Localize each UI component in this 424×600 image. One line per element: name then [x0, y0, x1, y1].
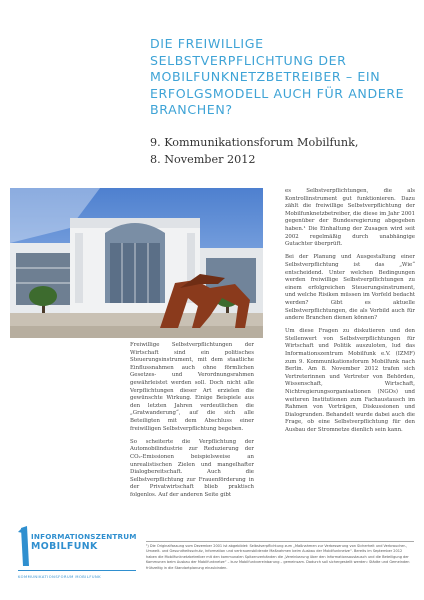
- izmf-logo: [18, 523, 138, 583]
- logo-tagline: KOMMUNIKATIONSFORUM MOBILFUNK: [18, 575, 102, 579]
- signal-tower-icon: [18, 526, 32, 566]
- building-sculpture-illustration: [10, 188, 263, 338]
- logo-wordmark-bottom: MOBILFUNK: [31, 541, 98, 552]
- footnote: ¹) Die Originalfassung vom Dezember 2001 ist abgebildet: Selbstverpflichtung zum „Maßnahmen zur Verbesserung von Sicherheit und Verbraucher-, Umwelt- und Gesundheitsschutz, Information und vertrauensbildende Maßnahmen beim Ausbau der Mobilfunknetze“. Bereits im September 2012 haben die Mobilfunknetzbetreiber mit den kommunalen Spitzenverbänden die „Vereinbarung über den Informationsaustausch und die Beteiligung der Kommunen beim Ausbau der Mobilfunknetze“ – kurz Mobilfunkvereinbarung – gemeinsam. Dadurch soll sichergestellt werden: Städte und Gemeinden frühzeitig in die Standortplanung einzubinden.: [146, 544, 410, 570]
- chancellery-photo: [10, 188, 263, 338]
- article-column-right: [285, 188, 415, 440]
- event-name: 9. Kommunikationsforum Mobilfunk,: [150, 136, 359, 149]
- paragraph: So scheiterte die Verpflichtung der Automobilindustrie zur Reduzierung der CO₂-Emissionen beispielsweise an unrealistischen Zielen und mangelhafter Dialogbereitschaft. Auch die Selbstverpflichtung zur Frauenförderung in der Privatwirtschaft blieb praktisch folgenlos. Auf der anderen Seite gibt: [130, 438, 254, 498]
- logo-divider: [18, 570, 136, 571]
- document-headline: DIE FREIWILLIGE SELBSTVERPFLICHTUNG DER MOBILFUNKNETZBETREIBER – EIN ERFOLGSMODELL AUCH FÜR ANDERE BRANCHEN?: [150, 36, 405, 118]
- article-column-middle: [130, 342, 254, 505]
- event-date: 8. November 2012: [150, 152, 256, 166]
- logo-wordmark-top: INFORMATIONSZENTRUM: [31, 532, 137, 541]
- footnote-divider: [146, 541, 414, 542]
- event-subtitle: [150, 135, 412, 168]
- paragraph: Bei der Planung und Ausgestaltung einer Selbstverpflichtung ist das „Wie“ entscheidend. Unter welchen Bedingungen werden freiwillige Selbstverpflichtungen zu einem erfolgreichen Steuerungsinstrument, und welche Risiken müssen im Vorfeld bedacht werden? Gibt es aktuelle Selbstverpflichtungen, die als Vorbild auch für andere Branchen dienen können?: [285, 254, 415, 322]
- paragraph: Freiwillige Selbstverpflichtungen der Wirtschaft sind ein politisches Steuerungsinstrument, mit dem staatliche Einflussnahmen auch ohne förmlichen Gesetzes- und Verordnungsrahmen gewährleistet werden soll. Doch nicht alle Verpflichtungen dieser Art erzielen die gewünschte Wirkung. Einige Beispiele aus den letzten Jahren verdeutlichen die „Gratwanderung“, auf die sich alle Beteiligten mit dem Abschluss einer freiwilligen Selbstverpflichtung begeben.: [130, 342, 254, 432]
- paragraph: es Selbstverpflichtungen, die als Kontrollinstrument gut funktionieren. Dazu zählt die freiwillige Selbstverpflichtung der Mobilfunknetzbetreiber, die diese im Jahr 2001 gegenüber der Bundesregierung abgegeben haben.¹ Die Einhaltung der Zusagen wird seit 2002 regelmäßig durch unabhängige Gutachter überprüft.: [285, 188, 415, 248]
- paragraph: Um diese Fragen zu diskutieren und den Stellenwert von Selbstverpflichtungen für Wirtschaft und Politik auszuloten, lud das Informationszentrum Mobilfunk e.V. (IZMF) zum 9. Kommunikationsforum Mobilfunk nach Berlin. Am 8. November 2012 trafen sich Vertreterinnen und Vertreter von Behörden, Wissenschaft, Wirtschaft, Nichtregierungsorganisationen (NGOs) und weiteren Institutionen zum Fachaustausch im Rahmen von Vorträgen, Diskussionen und Dialogrunden. Behandelt wurde dabei auch die Frage, ob eine Selbstverpflichtung für den Ausbau der Stromnetze dienlich sein kann.: [285, 328, 415, 433]
